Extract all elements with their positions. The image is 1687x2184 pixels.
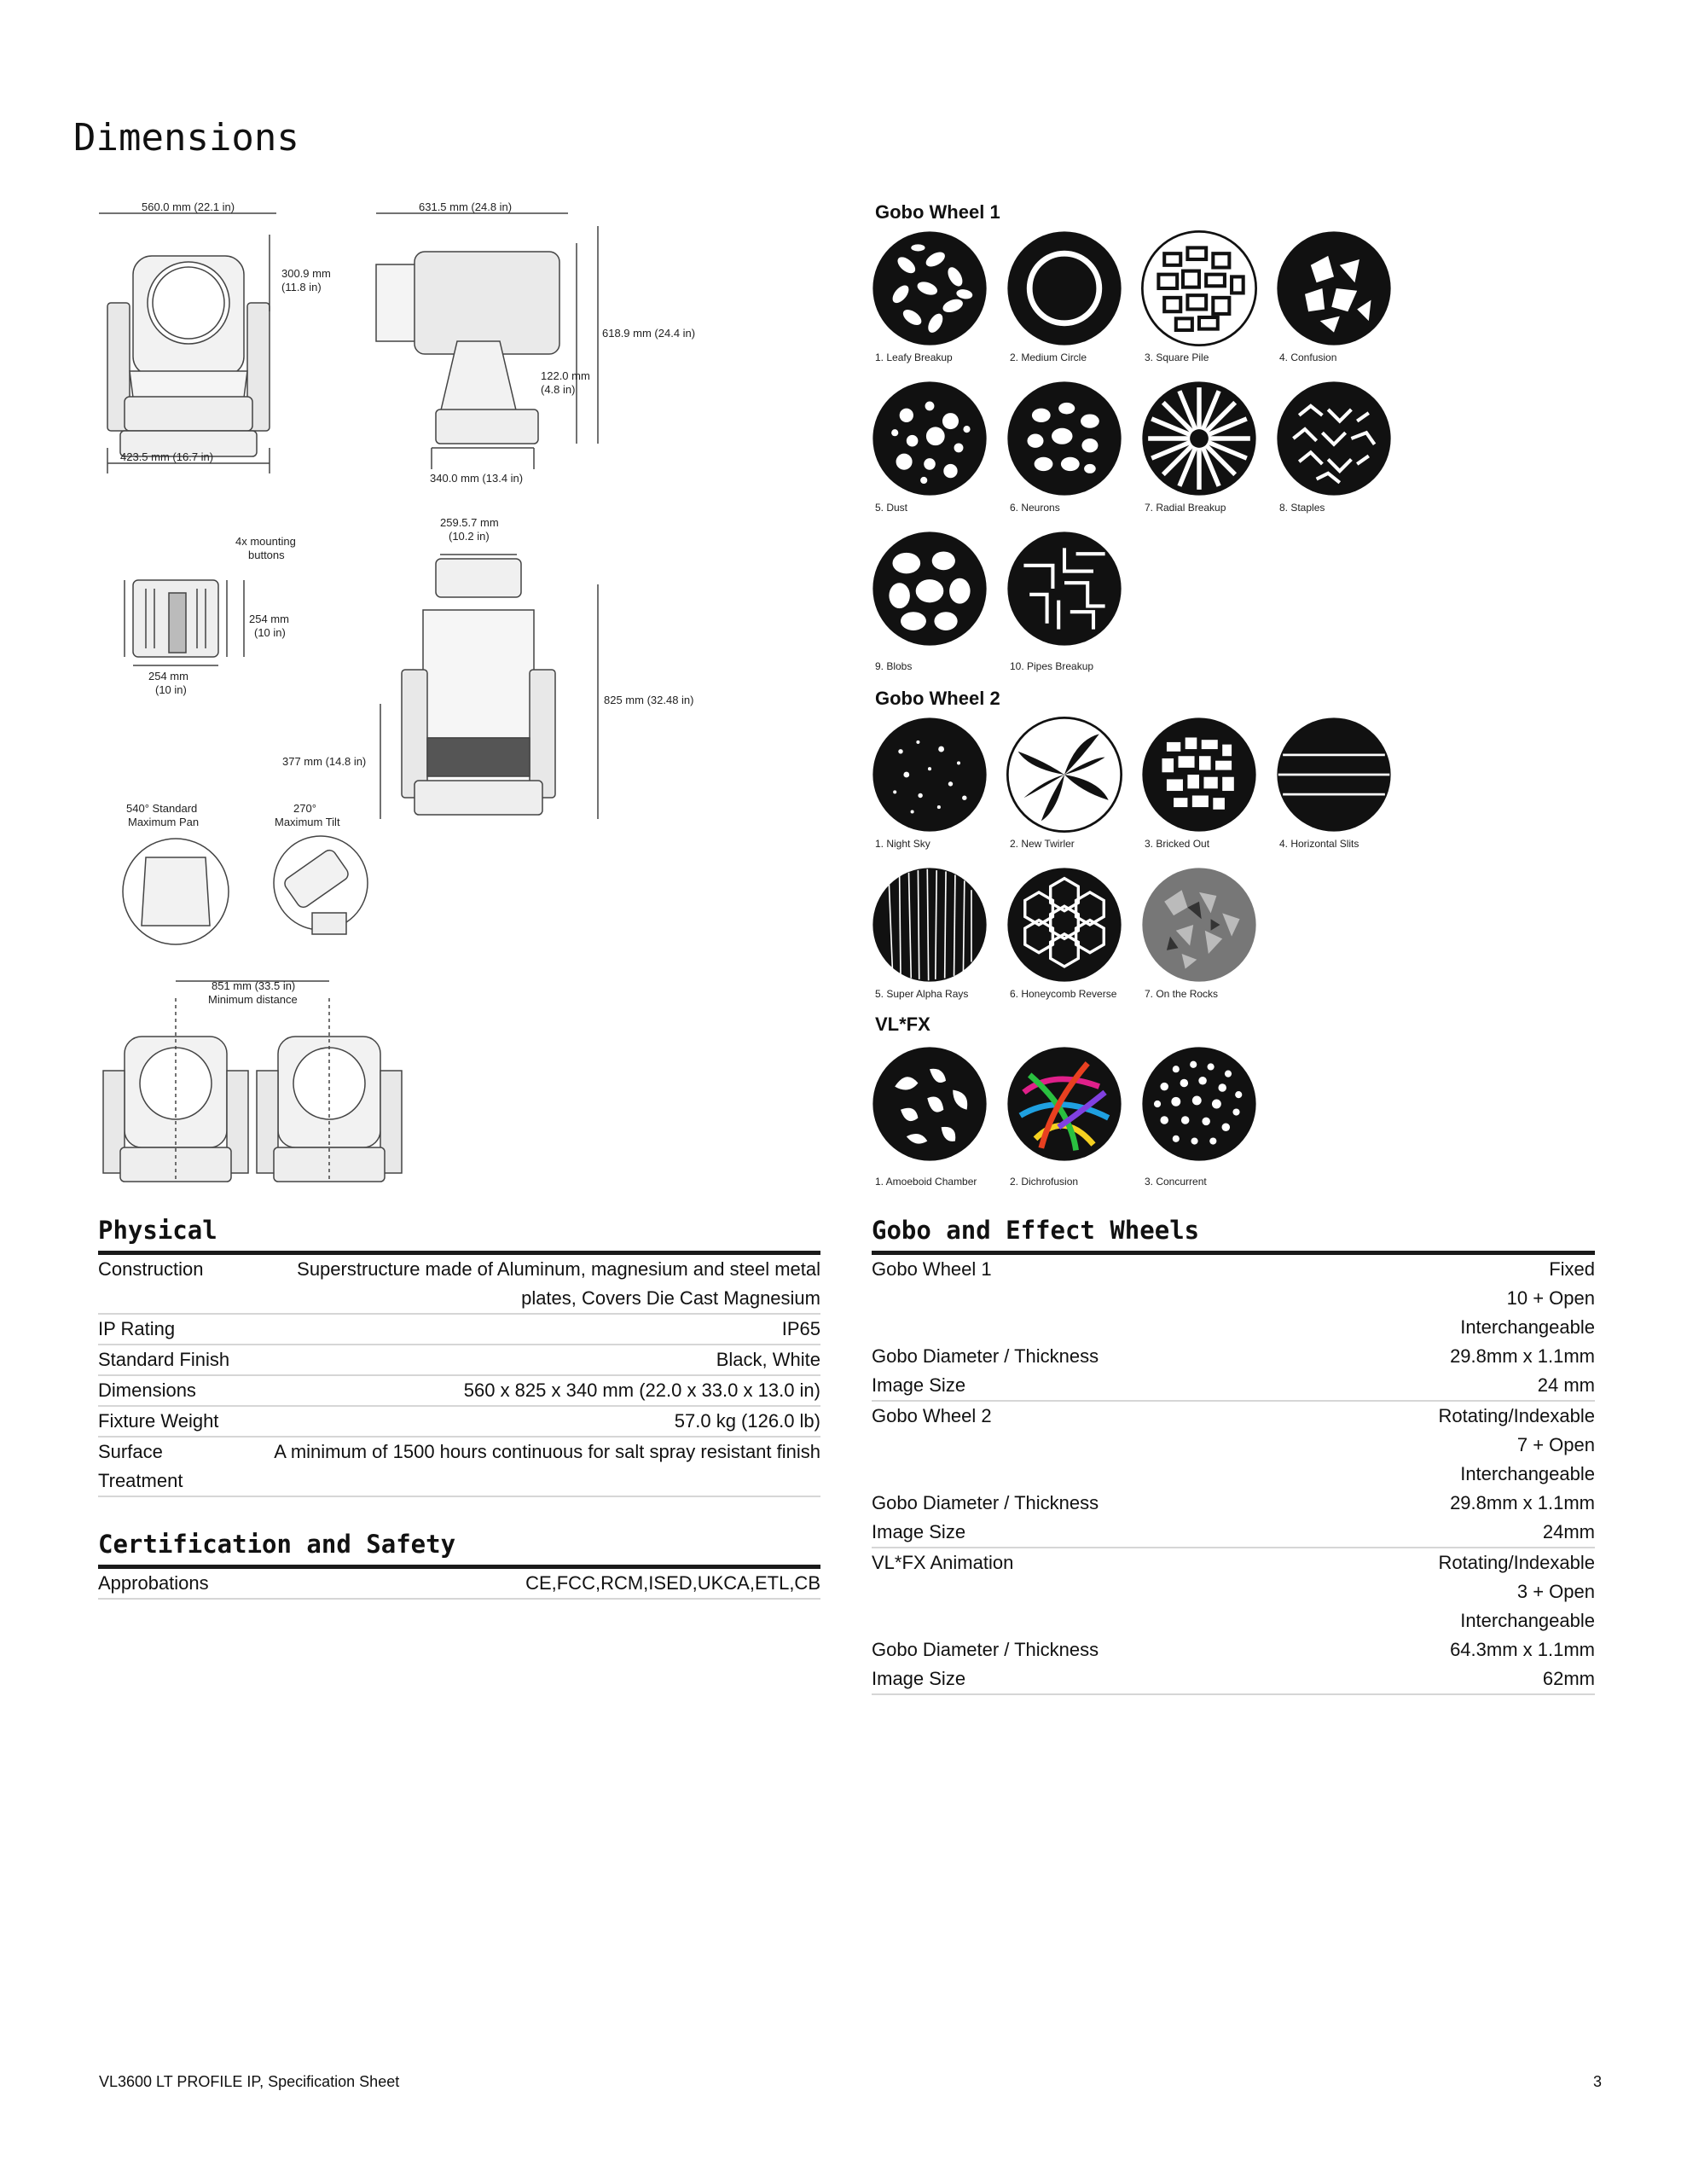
dim-label: (11.8 in) (281, 281, 322, 293)
gobo-dichrofusion (1006, 1046, 1122, 1162)
gobo-caption: 2. Dichrofusion (1010, 1176, 1079, 1188)
table-row (872, 1518, 1595, 1548)
gobo-effects-table (872, 1255, 1595, 1695)
row-label: Construction (98, 1258, 204, 1280)
row-label: Gobo Wheel 2 (872, 1405, 992, 1426)
row-value: Fixed (1549, 1258, 1595, 1280)
gobo-caption: 1. Amoeboid Chamber (875, 1176, 977, 1188)
row-label: VL*FX Animation (872, 1552, 1014, 1573)
dim-label: 254 mm (148, 670, 188, 682)
table-row (98, 1315, 820, 1345)
dim-label: 4x mounting (235, 535, 296, 548)
gobo-pipes-breakup (1006, 531, 1122, 647)
gobo-medium-circle (1006, 230, 1122, 346)
row-value-group (1006, 1402, 1595, 1489)
dim-label: 631.5 mm (24.8 in) (419, 200, 513, 213)
table-row (98, 1255, 820, 1315)
row-value: Interchangeable (1460, 1463, 1595, 1484)
dimension-drawings (73, 192, 841, 1199)
row-value: Superstructure made of Aluminum, magnesium and steel metal plates, Covers Die Cast Magnesium (297, 1258, 820, 1309)
row-value: 24mm (1542, 1521, 1595, 1542)
gobo-leafy-breakup (872, 230, 988, 346)
row-label: Gobo Wheel 1 (872, 1258, 992, 1280)
gobo-caption: 2. New Twirler (1010, 838, 1075, 850)
gobo-caption: 5. Dust (875, 502, 908, 514)
gobo-super-alpha-rays (872, 867, 988, 983)
footer-title: VL3600 LT PROFILE IP, Specification Sheet (99, 2073, 400, 2090)
table-row (98, 1407, 820, 1438)
gobo-staples (1276, 380, 1392, 497)
gobo-night-sky (872, 717, 988, 833)
gobo-new-twirler (1006, 717, 1122, 833)
dim-label: (10.2 in) (449, 530, 490, 543)
dim-label: 851 mm (33.5 in) (212, 979, 296, 992)
table-row (98, 1345, 820, 1376)
page-number: 3 (1592, 2073, 1602, 2090)
row-value-group (1006, 1255, 1595, 1342)
row-value: 29.8mm x 1.1mm (1450, 1345, 1595, 1367)
dim-label: 254 mm (249, 613, 289, 625)
gobo-neurons (1006, 380, 1122, 497)
fixture-line-drawings (73, 192, 841, 1199)
table-row (872, 1635, 1595, 1664)
gobo-caption: 10. Pipes Breakup (1010, 660, 1094, 672)
dim-label: 825 mm (32.48 in) (604, 694, 694, 706)
dim-label: (10 in) (254, 626, 286, 639)
row-label: Image Size (872, 1668, 966, 1689)
gobo-caption: 4. Horizontal Slits (1279, 838, 1359, 850)
gobo-caption: 7. Radial Breakup (1145, 502, 1226, 514)
certification-table (98, 1569, 820, 1600)
gobo-effects-title: Gobo and Effect Wheels (872, 1216, 1200, 1245)
table-row (872, 1371, 1595, 1402)
gobo-caption: 6. Neurons (1010, 502, 1060, 514)
row-label: Gobo Diameter / Thickness (872, 1639, 1099, 1660)
certification-title: Certification and Safety (98, 1530, 456, 1559)
gobo-caption: 7. On the Rocks (1145, 988, 1219, 1000)
gobo-wheel-1-heading: Gobo Wheel 1 (875, 201, 1000, 223)
row-label: Gobo Diameter / Thickness (872, 1492, 1099, 1513)
dim-label: 340.0 mm (13.4 in) (430, 472, 524, 485)
gobo-square-pile (1141, 230, 1257, 346)
dim-label: (10 in) (155, 683, 187, 696)
table-row (872, 1489, 1595, 1518)
row-value: Rotating/Indexable (1438, 1405, 1595, 1426)
row-label: Standard Finish (98, 1349, 230, 1370)
dim-label: 270° (293, 802, 316, 815)
physical-title: Physical (98, 1216, 217, 1245)
row-label: Fixture Weight (98, 1410, 219, 1432)
dim-label: Minimum distance (208, 993, 298, 1006)
vlfx-heading: VL*FX (875, 1014, 930, 1035)
row-value: 10 + Open (1506, 1287, 1595, 1309)
dim-label: 560.0 mm (22.1 in) (142, 200, 235, 213)
row-value: Rotating/Indexable (1438, 1552, 1595, 1573)
gobo-honeycomb-reverse (1006, 867, 1122, 983)
dim-label: 423.5 mm (16.7 in) (120, 450, 214, 463)
gobo-concurrent (1141, 1046, 1257, 1162)
gobo-caption: 9. Blobs (875, 660, 913, 672)
physical-table (98, 1255, 820, 1497)
dim-label: 259.5.7 mm (440, 516, 499, 529)
table-row (98, 1569, 820, 1600)
dim-label: Maximum Tilt (275, 816, 340, 828)
gobo-caption: 3. Square Pile (1145, 351, 1209, 363)
gobo-caption: 8. Staples (1279, 502, 1325, 514)
table-row (872, 1664, 1595, 1695)
row-label: Image Size (872, 1521, 966, 1542)
row-value: Interchangeable (1460, 1610, 1595, 1631)
dim-label: 618.9 mm (24.4 in) (602, 327, 696, 340)
gobo-bricked-out (1141, 717, 1257, 833)
row-label: IP Rating (98, 1318, 176, 1339)
gobo-amoeboid-chamber (872, 1046, 988, 1162)
table-row (98, 1438, 820, 1497)
gobo-wheel-2-heading: Gobo Wheel 2 (875, 688, 1000, 709)
row-value: 7 + Open (1516, 1434, 1595, 1455)
gobo-on-the-rocks (1141, 867, 1257, 983)
dim-label: (4.8 in) (541, 383, 576, 396)
row-label: Gobo Diameter / Thickness (872, 1345, 1099, 1367)
gobo-caption: 5. Super Alpha Rays (875, 988, 969, 1000)
table-row (872, 1402, 1595, 1489)
table-row (872, 1548, 1595, 1635)
row-value: 3 + Open (1516, 1581, 1595, 1602)
gobo-caption: 1. Night Sky (875, 838, 930, 850)
table-row (872, 1255, 1595, 1342)
row-value: CE,FCC,RCM,ISED,UKCA,ETL,CB (525, 1572, 820, 1594)
gobo-caption: 1. Leafy Breakup (875, 351, 953, 363)
row-value: IP65 (781, 1318, 820, 1339)
gobo-horizontal-slits (1276, 717, 1392, 833)
dim-label: 540° Standard (126, 802, 198, 815)
dim-label: 300.9 mm (281, 267, 331, 280)
row-label: Dimensions (98, 1380, 196, 1401)
row-value: Interchangeable (1460, 1316, 1595, 1338)
dim-label: Maximum Pan (128, 816, 200, 828)
gobo-dust (872, 380, 988, 497)
gobo-caption: 3. Bricked Out (1145, 838, 1210, 850)
gobo-confusion (1276, 230, 1392, 346)
row-label: Approbations (98, 1572, 209, 1594)
page-title: Dimensions (73, 116, 299, 160)
table-row (98, 1376, 820, 1407)
gobo-caption: 3. Concurrent (1145, 1176, 1207, 1188)
row-value: 62mm (1542, 1668, 1595, 1689)
dim-label: buttons (248, 549, 285, 561)
dim-label: 122.0 mm (541, 369, 590, 382)
gobo-caption: 4. Confusion (1279, 351, 1337, 363)
row-value: 64.3mm x 1.1mm (1450, 1639, 1595, 1660)
row-value: 29.8mm x 1.1mm (1450, 1492, 1595, 1513)
row-value-group (1027, 1548, 1595, 1635)
gobo-caption: 2. Medium Circle (1010, 351, 1087, 363)
row-label: Image Size (872, 1374, 966, 1396)
row-value: 560 x 825 x 340 mm (22.0 x 33.0 x 13.0 in) (463, 1380, 820, 1401)
row-value: 57.0 kg (126.0 lb) (674, 1410, 820, 1432)
gobo-radial-breakup (1141, 380, 1257, 497)
gobo-blobs (872, 531, 988, 647)
gobo-caption: 6. Honeycomb Reverse (1010, 988, 1117, 1000)
row-label: Surface Treatment (98, 1441, 183, 1491)
table-row (872, 1342, 1595, 1371)
row-value: A minimum of 1500 hours continuous for salt spray resistant finish (274, 1441, 820, 1462)
gobo-gallery (872, 196, 1639, 1203)
row-value: Black, White (716, 1349, 820, 1370)
dim-label: 377 mm (14.8 in) (282, 755, 367, 768)
row-value: 24 mm (1537, 1374, 1595, 1396)
